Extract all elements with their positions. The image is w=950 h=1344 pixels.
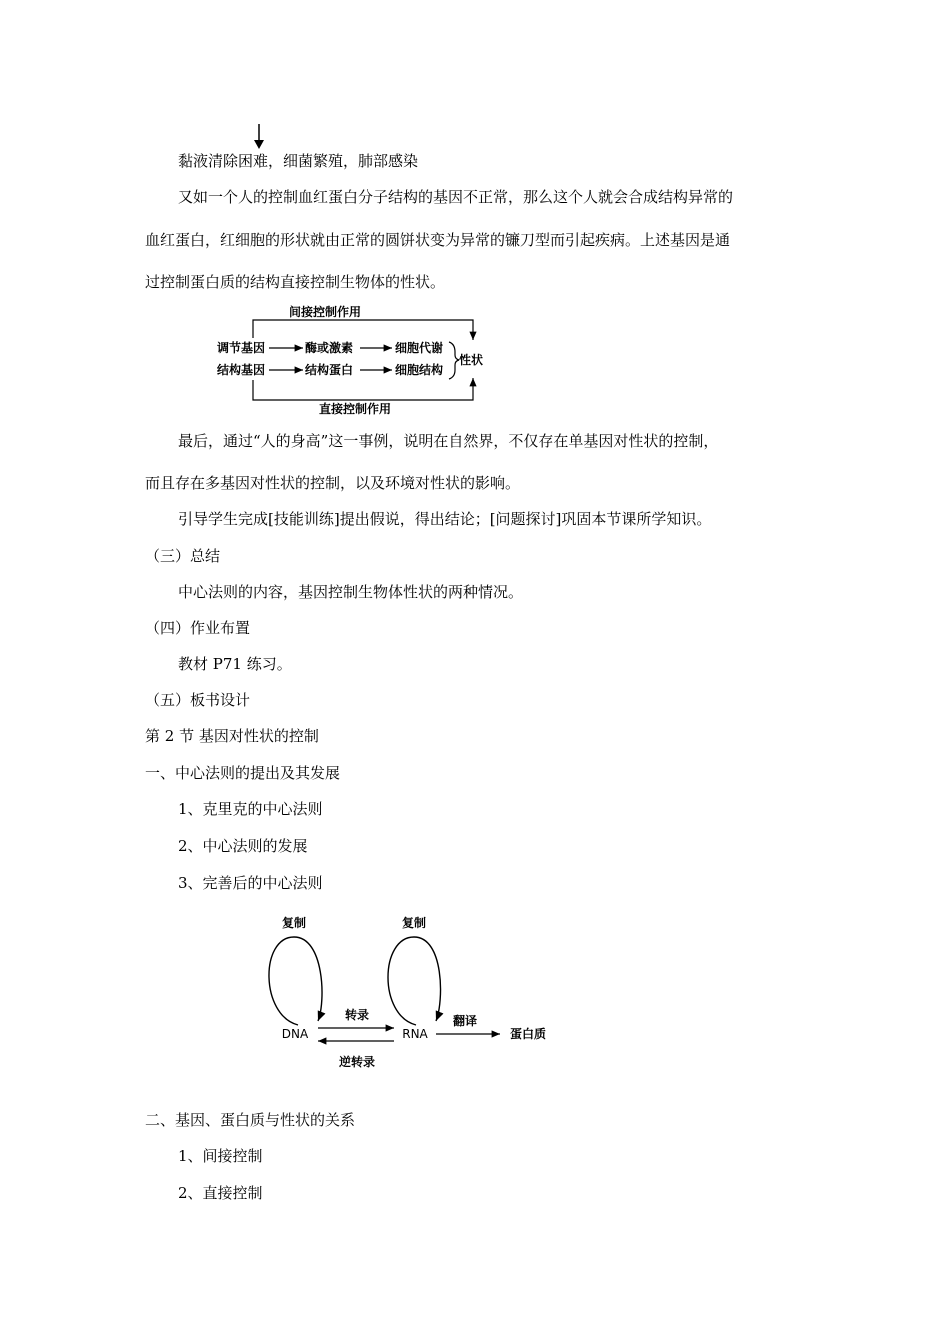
paragraph-height-1: 最后，通过“人的身高”这一事例，说明在自然界，不仅存在单基因对性状的控制， [178,432,719,450]
board-item-2-2: 2、直接控制 [178,1184,263,1202]
board-title: 第 2 节 基因对性状的控制 [145,727,319,745]
paragraph-hemoglobin-1: 又如一个人的控制血红蛋白分子结构的基因不正常，那么这个人就会合成结构异常的 [178,188,734,206]
section-summary-heading: （三）总结 [145,547,221,565]
trait-label: 性状 [459,353,484,367]
rna-replication-label: 复制 [401,916,427,930]
gene-control-diagram [205,300,505,420]
board-item-1-2: 2、中心法则的发展 [178,837,308,855]
dna-replication-label: 复制 [281,916,307,930]
section-board-heading: （五）板书设计 [145,691,251,709]
rna-label: RNA [402,1027,428,1041]
central-dogma-diagram [260,905,570,1080]
paragraph-hemoglobin-2: 血红蛋白，红细胞的形状就由正常的圆饼状变为异常的镰刀型而引起疾病。上述基因是通 [145,231,731,249]
row1-regulatory-gene: 调节基因 [217,341,266,355]
paragraph-mucus: 黏液清除困难，细菌繁殖，肺部感染 [178,152,419,170]
reverse-transcription-label: 逆转录 [338,1055,376,1069]
board-item-1-3: 3、完善后的中心法则 [178,874,323,892]
section-homework-body: 教材 P71 练习。 [178,655,292,673]
board-heading-2: 二、基因、蛋白质与性状的关系 [145,1111,356,1129]
paragraph-guidance: 引导学生完成[技能训练]提出假说，得出结论；[问题探讨]巩固本节课所学知识。 [178,510,712,528]
direct-control-label: 直接控制作用 [318,402,392,416]
board-item-1-1: 1、克里克的中心法则 [178,800,323,818]
row2-structural-protein: 结构蛋白 [305,363,354,377]
row1-enzyme-hormone: 酶或激素 [305,341,354,355]
row2-structural-gene: 结构基因 [217,363,266,377]
row1-cell-metabolism: 细胞代谢 [395,341,444,355]
indirect-control-label: 间接控制作用 [288,305,362,319]
board-heading-1: 一、中心法则的提出及其发展 [145,764,341,782]
section-summary-body: 中心法则的内容，基因控制生物体性状的两种情况。 [178,583,524,601]
dna-label: DNA [281,1027,309,1041]
row2-cell-structure: 细胞结构 [395,363,444,377]
board-item-2-1: 1、间接控制 [178,1147,263,1165]
section-homework-heading: （四）作业布置 [145,619,251,637]
paragraph-height-2: 而且存在多基因对性状的控制，以及环境对性状的影响。 [145,474,521,492]
transcription-label: 转录 [344,1008,370,1022]
protein-label: 蛋白质 [510,1027,547,1041]
top-down-arrow [250,122,270,150]
translation-label: 翻译 [452,1014,478,1028]
paragraph-hemoglobin-3: 过控制蛋白质的结构直接控制生物体的性状。 [145,273,446,291]
